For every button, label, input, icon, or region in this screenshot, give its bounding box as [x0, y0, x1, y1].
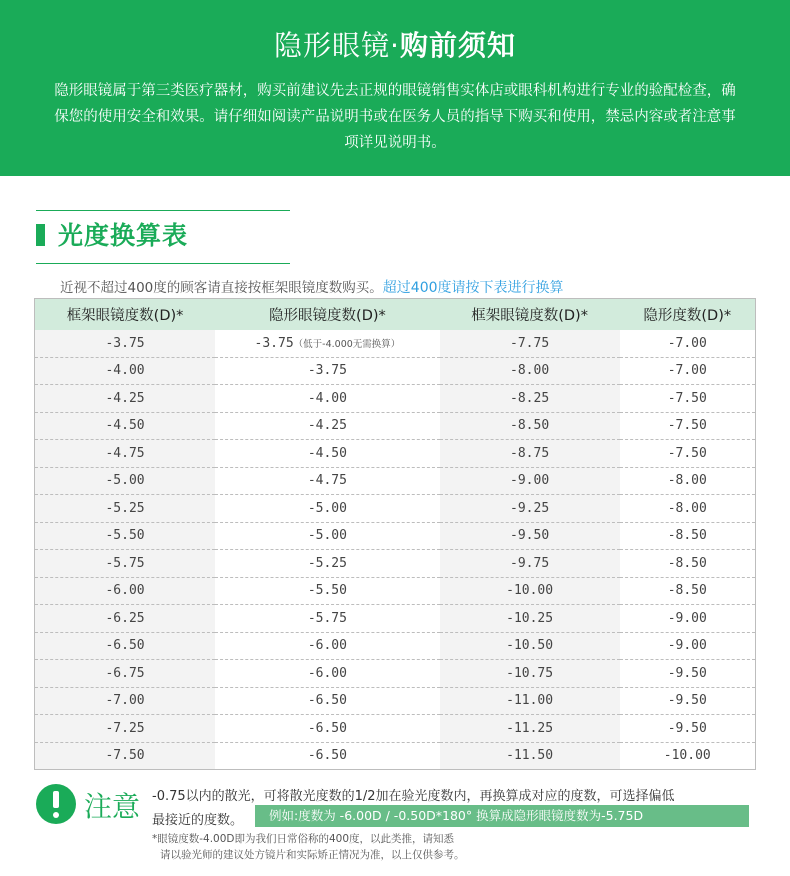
table-row	[35, 467, 756, 495]
cell-value: -6.50	[105, 638, 145, 654]
cell-value: -9.50	[667, 720, 707, 736]
cell-value: -7.50	[667, 445, 707, 461]
table-header-row	[35, 299, 756, 330]
table-row	[35, 440, 756, 468]
table-cell	[215, 522, 440, 550]
table-cell	[440, 522, 620, 550]
table-cell	[620, 385, 756, 413]
cell-value: -7.00	[667, 335, 707, 351]
cell-value: -7.00	[105, 693, 145, 709]
table-row	[35, 577, 756, 605]
table-row	[35, 330, 756, 358]
table-cell	[620, 577, 756, 605]
table-cell	[440, 660, 620, 688]
table-cell	[215, 440, 440, 468]
table-row	[35, 715, 756, 743]
table-cell	[440, 742, 620, 770]
table-row	[35, 742, 756, 770]
table-cell	[35, 357, 216, 385]
cell-value: -10.00	[506, 583, 554, 599]
table-row	[35, 687, 756, 715]
cell-value: -9.25	[510, 500, 550, 516]
table-row	[35, 550, 756, 578]
notice-example: 例如:度数为 -6.00D / -0.50D*180° 换算成隐形眼镜度数为-5.75D	[255, 805, 749, 827]
table-row	[35, 357, 756, 385]
table-cell	[35, 632, 216, 660]
table-cell	[620, 522, 756, 550]
table-cell	[620, 440, 756, 468]
table-cell	[215, 467, 440, 495]
table-cell	[35, 550, 216, 578]
table-body	[35, 330, 756, 770]
table-cell	[440, 357, 620, 385]
table-cell	[620, 357, 756, 385]
cell-value: -8.00	[667, 473, 707, 489]
cell-value: -5.00	[307, 528, 347, 544]
conversion-note	[60, 276, 564, 297]
cell-value: -9.00	[667, 638, 707, 654]
table-cell	[620, 495, 756, 523]
cell-value: -10.50	[506, 638, 554, 654]
table-cell	[35, 385, 216, 413]
table-cell	[35, 577, 216, 605]
cell-value: -8.50	[667, 583, 707, 599]
table-cell	[440, 577, 620, 605]
cell-value: -7.00	[667, 363, 707, 379]
table-cell	[440, 687, 620, 715]
notice-text-line1: -0.75以内的散光，可将散光度数的1/2加在验光度数内，再换算成对应的度数，可选择偏低	[152, 789, 675, 804]
table-cell	[620, 715, 756, 743]
header-frame-power-2: 框架眼镜度数(D)*	[440, 299, 620, 330]
section-title-accent	[36, 224, 45, 246]
table-cell	[215, 632, 440, 660]
table-row	[35, 660, 756, 688]
cell-value: -3.75	[254, 335, 294, 351]
cell-value: -4.25	[105, 390, 145, 406]
table-cell	[620, 330, 756, 358]
cell-value: -7.50	[667, 418, 707, 434]
conversion-note-highlight: 超过400度请按下表进行换算	[382, 280, 564, 296]
table-cell	[215, 605, 440, 633]
table-cell	[620, 412, 756, 440]
table-cell	[440, 330, 620, 358]
table-cell	[35, 605, 216, 633]
cell-value: -6.00	[307, 638, 347, 654]
table-cell	[440, 550, 620, 578]
cell-value: -8.75	[510, 445, 550, 461]
table-cell	[620, 550, 756, 578]
cell-value: -5.00	[105, 473, 145, 489]
cell-value: -8.25	[510, 390, 550, 406]
header-contact-power-2: 隐形度数(D)*	[620, 299, 756, 330]
cell-value: -6.50	[307, 693, 347, 709]
cell-note: （低于-4.000无需换算）	[293, 338, 401, 350]
cell-value: -5.50	[307, 583, 347, 599]
table-row	[35, 412, 756, 440]
cell-value: -10.25	[506, 610, 554, 626]
cell-value: -6.50	[307, 748, 347, 764]
cell-value: -6.25	[105, 610, 145, 626]
table-cell	[440, 495, 620, 523]
table-cell	[440, 715, 620, 743]
power-conversion-table	[34, 298, 756, 770]
cell-value: -8.50	[510, 418, 550, 434]
cell-value: -7.50	[667, 390, 707, 406]
table-row	[35, 495, 756, 523]
cell-value: -6.00	[105, 583, 145, 599]
table-cell	[35, 660, 216, 688]
table-cell	[620, 605, 756, 633]
table-cell	[215, 687, 440, 715]
cell-value: -3.75	[105, 335, 145, 351]
banner-title	[0, 24, 790, 64]
header-contact-power-1: 隐形眼镜度数(D)*	[215, 299, 440, 330]
cell-value: -4.50	[307, 445, 347, 461]
table-row	[35, 522, 756, 550]
table-cell	[620, 742, 756, 770]
cell-value: -6.00	[307, 665, 347, 681]
notice-title: 注意	[84, 790, 141, 823]
table-cell	[440, 632, 620, 660]
cell-value: -4.50	[105, 418, 145, 434]
table-cell	[35, 330, 216, 358]
cell-value: -8.50	[667, 555, 707, 571]
cell-value: -3.75	[307, 363, 347, 379]
table-cell	[215, 550, 440, 578]
cell-value: -6.50	[307, 720, 347, 736]
cell-value: -5.25	[307, 555, 347, 571]
cell-value: -9.50	[510, 528, 550, 544]
table-cell	[620, 660, 756, 688]
table-cell	[440, 385, 620, 413]
banner-description: 隐形眼镜属于第三类医疗器材，购买前建议先去正规的眼镜销售实体店或眼科机构进行专业的验配检查，确保您的使用安全和效果。请仔细如阅读产品说明书或在医务人员的指导下购买和使用，禁忌内容或者注意事项详见说明书。	[54, 83, 736, 151]
footnote-2: 请以验光师的建议处方镜片和实际矫正情况为准，以上仅供参考。	[160, 849, 465, 861]
cell-value: -5.75	[105, 555, 145, 571]
cell-value: -11.50	[506, 748, 554, 764]
table-cell	[35, 522, 216, 550]
footnote-1: *眼镜度数-4.00D即为我们日常俗称的400度，以此类推，请知悉	[152, 833, 455, 845]
table-cell	[35, 495, 216, 523]
table-cell	[35, 467, 216, 495]
table-cell	[35, 412, 216, 440]
cell-value: -9.00	[667, 610, 707, 626]
section-title: 光度换算表	[58, 221, 189, 250]
table-cell	[35, 687, 216, 715]
cell-value: -9.50	[667, 665, 707, 681]
cell-value: -8.00	[510, 363, 550, 379]
table-cell	[215, 330, 440, 358]
cell-value: -9.50	[667, 693, 707, 709]
header-frame-power-1: 框架眼镜度数(D)*	[35, 299, 216, 330]
cell-value: -4.75	[307, 473, 347, 489]
exclamation-icon-dot	[53, 812, 59, 818]
table-cell	[440, 440, 620, 468]
conversion-note-text: 近视不超过400度的顾客请直接按框架眼镜度数购买。	[60, 280, 383, 296]
cell-value: -7.75	[510, 335, 550, 351]
table-cell	[215, 742, 440, 770]
cell-value: -4.25	[307, 418, 347, 434]
table-cell	[620, 687, 756, 715]
banner-title-bold: 购前须知	[399, 29, 516, 62]
cell-value: -8.00	[667, 500, 707, 516]
table-cell	[35, 742, 216, 770]
cell-value: -10.00	[663, 748, 711, 764]
table-cell	[215, 357, 440, 385]
table-row	[35, 385, 756, 413]
table-cell	[440, 605, 620, 633]
table-cell	[215, 412, 440, 440]
header-banner	[0, 0, 790, 176]
table-cell	[215, 385, 440, 413]
table-cell	[35, 440, 216, 468]
table-cell	[620, 467, 756, 495]
banner-title-light: 隐形眼镜·	[274, 29, 400, 62]
cell-value: -4.00	[105, 363, 145, 379]
cell-value: -9.75	[510, 555, 550, 571]
cell-value: -4.00	[307, 390, 347, 406]
cell-value: -7.25	[105, 720, 145, 736]
cell-value: -8.50	[667, 528, 707, 544]
cell-value: -5.50	[105, 528, 145, 544]
cell-value: -9.00	[510, 473, 550, 489]
table-cell	[620, 632, 756, 660]
cell-value: -10.75	[506, 665, 554, 681]
table-row	[35, 605, 756, 633]
cell-value: -5.00	[307, 500, 347, 516]
section-divider-bottom	[36, 263, 290, 264]
table-cell	[440, 467, 620, 495]
table-row	[35, 632, 756, 660]
cell-value: -7.50	[105, 748, 145, 764]
cell-value: -6.75	[105, 665, 145, 681]
cell-value: -5.25	[105, 500, 145, 516]
cell-value: -5.75	[307, 610, 347, 626]
table-cell	[215, 495, 440, 523]
cell-value: -11.25	[506, 720, 554, 736]
table-cell	[35, 715, 216, 743]
table-cell	[215, 660, 440, 688]
cell-value: -11.00	[506, 693, 554, 709]
table-cell	[215, 715, 440, 743]
table-cell	[215, 577, 440, 605]
cell-value: -4.75	[105, 445, 145, 461]
exclamation-icon-bar	[53, 791, 59, 808]
section-divider-top	[36, 210, 290, 211]
table-cell	[440, 412, 620, 440]
notice-text-line2: 最接近的度数。	[152, 813, 244, 828]
